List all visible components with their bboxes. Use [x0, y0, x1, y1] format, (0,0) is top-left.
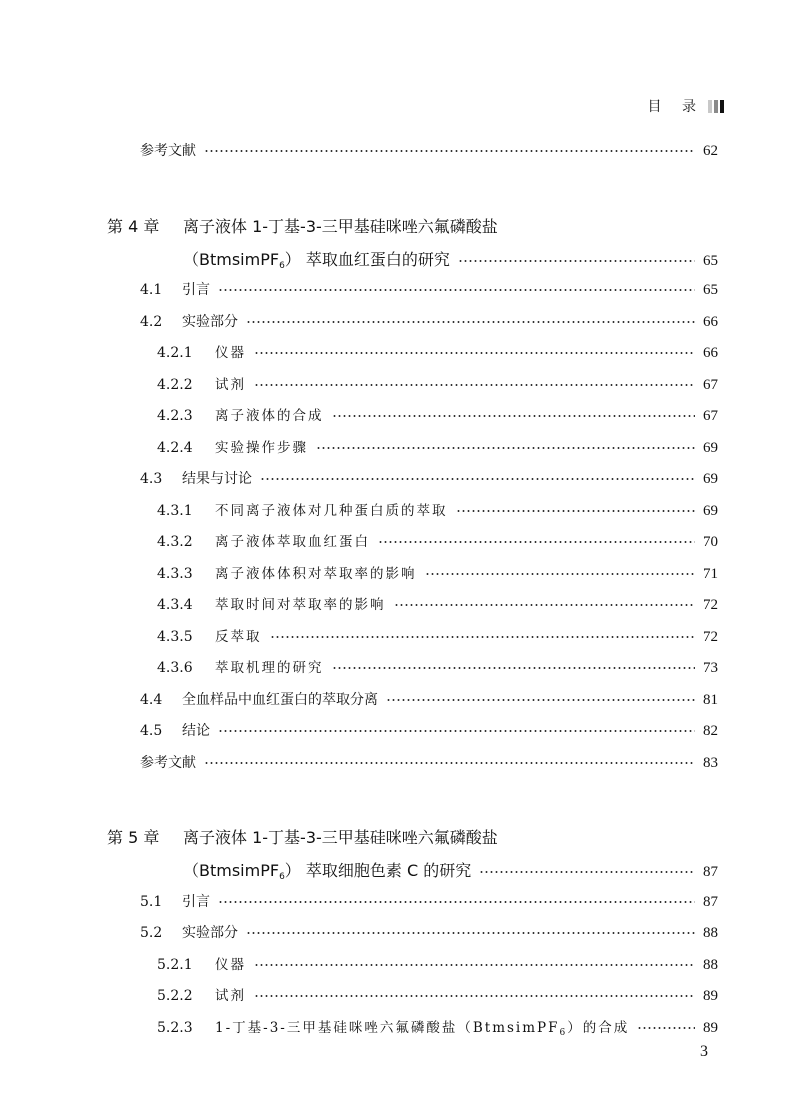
bar-light [708, 100, 712, 113]
entry-title: 实验部分 [182, 925, 238, 941]
entry-number: 4.2.1 [157, 345, 193, 361]
toc-entry[interactable] [0, 653, 800, 685]
header-bars-decoration [708, 100, 724, 113]
entry-title: 离子液体体积对萃取率的影响 [215, 565, 417, 582]
entry-title: 参考文献 [140, 754, 196, 771]
toc-entry[interactable] [0, 559, 800, 591]
dot-leader [218, 901, 695, 903]
dot-leader [332, 415, 696, 417]
entry-title: 仪器 [215, 345, 246, 361]
entry-number: 5.2.3 [157, 1019, 193, 1036]
page-number: 3 [700, 1043, 708, 1060]
entry-number: 4.5 [140, 723, 163, 739]
chapter-title: 离子液体 1-丁基-3-三甲基硅咪唑六氟磷酸盐 [183, 828, 498, 847]
entry-title: 不同离子液体对几种蛋白质的萃取 [215, 502, 448, 519]
dot-leader [254, 995, 695, 997]
toc-entry[interactable] [0, 527, 800, 559]
entry-page: 70 [703, 534, 718, 550]
entry-number: 4.2 [140, 313, 163, 330]
entry-page: 66 [703, 313, 718, 330]
entry-title: 试剂 [215, 376, 246, 393]
entry-number: 4.1 [140, 282, 163, 298]
entry-number: 4.2.2 [157, 376, 193, 393]
chapter-4-heading-cont[interactable] [0, 244, 800, 276]
chapter-5-heading[interactable] [0, 821, 800, 855]
toc-entry[interactable] [0, 338, 800, 370]
entry-page: 89 [703, 1019, 718, 1036]
dot-leader [204, 762, 695, 764]
chapter-number: 第 5 章 [107, 828, 160, 847]
entry-title: 实验操作步骤 [215, 439, 308, 456]
entry-page: 81 [703, 691, 718, 708]
title-part: ）的合成 [567, 1019, 630, 1036]
entry-title: 萃取时间对萃取率的影响 [215, 597, 386, 613]
dot-leader [394, 604, 696, 606]
entry-number: 4.3.3 [157, 565, 193, 582]
dot-leader [204, 150, 695, 152]
dot-leader [270, 636, 696, 638]
toc-entry[interactable] [0, 433, 800, 465]
entry-page: 83 [703, 754, 718, 771]
entry-title: 仪器 [215, 956, 246, 973]
entry-page: 65 [703, 252, 718, 269]
title-part: ） 萃取细胞色素 C 的研究 [284, 861, 472, 880]
toc-entry[interactable] [0, 590, 800, 622]
dot-leader [425, 573, 696, 575]
entry-number: 5.2 [140, 925, 163, 941]
entry-title: 结果与讨论 [182, 471, 252, 487]
entry-page: 67 [703, 376, 718, 393]
running-header [648, 96, 724, 116]
entry-page: 66 [703, 345, 718, 361]
entry-title: 反萃取 [215, 628, 262, 645]
entry-title: 全血样品中血红蛋白的萃取分离 [182, 691, 378, 708]
entry-page: 69 [703, 471, 718, 487]
table-of-contents [0, 136, 800, 1044]
bar-mid [714, 100, 718, 113]
dot-leader [254, 384, 695, 386]
entry-title: 引言 [182, 282, 210, 298]
toc-entry[interactable] [0, 981, 800, 1013]
entry-number: 4.3.1 [157, 502, 193, 519]
subscript: 6 [279, 260, 285, 271]
toc-entry[interactable] [0, 496, 800, 528]
toc-entry[interactable] [0, 950, 800, 982]
entry-page: 72 [703, 597, 718, 613]
dot-leader [479, 871, 695, 873]
dot-leader [218, 289, 695, 291]
entry-title: 实验部分 [182, 313, 238, 330]
entry-number: 5.2.1 [157, 956, 193, 973]
entry-page: 72 [703, 628, 718, 645]
subscript: 6 [559, 1027, 568, 1038]
dot-leader [246, 932, 695, 934]
entry-page: 65 [703, 282, 718, 298]
title-part: ） 萃取血红蛋白的研究 [284, 249, 450, 269]
entry-title: 试剂 [215, 988, 246, 1004]
toc-entry[interactable] [0, 307, 800, 339]
entry-title: 离子液体的合成 [215, 408, 324, 424]
entry-number: 5.1 [140, 893, 163, 910]
entry-title: 萃取机理的研究 [215, 660, 324, 676]
entry-number: 4.3.6 [157, 660, 193, 676]
title-part: （BtmsimPF [183, 249, 280, 269]
entry-page: 69 [703, 502, 718, 519]
dot-leader [637, 1027, 695, 1029]
dot-leader [378, 541, 695, 543]
title-part: （BtmsimPF [183, 861, 280, 880]
chapter-number: 第 4 章 [107, 216, 160, 236]
dot-leader [254, 352, 695, 354]
entry-number: 4.2.4 [157, 439, 193, 456]
chapter-title-cont [183, 855, 471, 894]
chapter-title-cont [183, 244, 450, 283]
dot-leader [456, 510, 696, 512]
header-title: 目 录 [647, 99, 704, 115]
toc-entry[interactable] [0, 716, 800, 748]
dot-leader [246, 321, 695, 323]
chapter-5-heading-cont[interactable] [0, 855, 800, 887]
entry-title: 参考文献 [140, 143, 196, 159]
entry-number: 5.2.2 [157, 988, 193, 1004]
dot-leader [332, 667, 696, 669]
entry-number: 4.3.5 [157, 628, 193, 645]
entry-number: 4.2.3 [157, 408, 193, 424]
chapter-4-heading[interactable] [0, 210, 800, 244]
entry-page: 89 [703, 988, 718, 1004]
entry-page: 87 [703, 864, 718, 880]
toc-entry[interactable] [0, 370, 800, 402]
entry-page: 69 [703, 439, 718, 456]
entry-page: 67 [703, 408, 718, 424]
entry-page: 88 [703, 956, 718, 973]
bar-dark [720, 100, 724, 113]
entry-number: 4.4 [140, 691, 163, 708]
entry-number: 4.3.2 [157, 534, 193, 550]
entry-page: 71 [703, 565, 718, 582]
chapter-title: 离子液体 1-丁基-3-三甲基硅咪唑六氟磷酸盐 [183, 216, 498, 236]
entry-page: 73 [703, 660, 718, 676]
title-part: 1-丁基-3-三甲基硅咪唑六氟磷酸盐（BtmsimPF [215, 1019, 560, 1036]
dot-leader [386, 699, 695, 701]
dot-leader [316, 447, 695, 449]
entry-title: 结论 [182, 723, 210, 739]
subscript: 6 [279, 872, 285, 882]
entry-title [215, 1013, 629, 1050]
entry-page: 88 [703, 925, 718, 941]
toc-entry[interactable] [0, 464, 800, 496]
toc-entry[interactable] [0, 918, 800, 950]
toc-entry[interactable] [0, 685, 800, 717]
entry-title: 引言 [182, 893, 210, 910]
entry-number: 4.3.4 [157, 597, 193, 613]
toc-entry[interactable] [0, 622, 800, 654]
dot-leader [218, 730, 695, 732]
toc-entry[interactable] [0, 1013, 800, 1045]
dot-leader [254, 964, 695, 966]
entry-title: 离子液体萃取血红蛋白 [215, 534, 370, 550]
toc-entry-references[interactable] [0, 136, 800, 168]
entry-page: 82 [703, 723, 718, 739]
entry-page: 62 [703, 143, 718, 159]
entry-number: 4.3 [140, 471, 163, 487]
entry-page: 87 [703, 893, 718, 910]
dot-leader [260, 478, 695, 480]
toc-entry[interactable] [0, 401, 800, 433]
dot-leader [458, 260, 695, 262]
toc-entry-references[interactable] [0, 748, 800, 780]
